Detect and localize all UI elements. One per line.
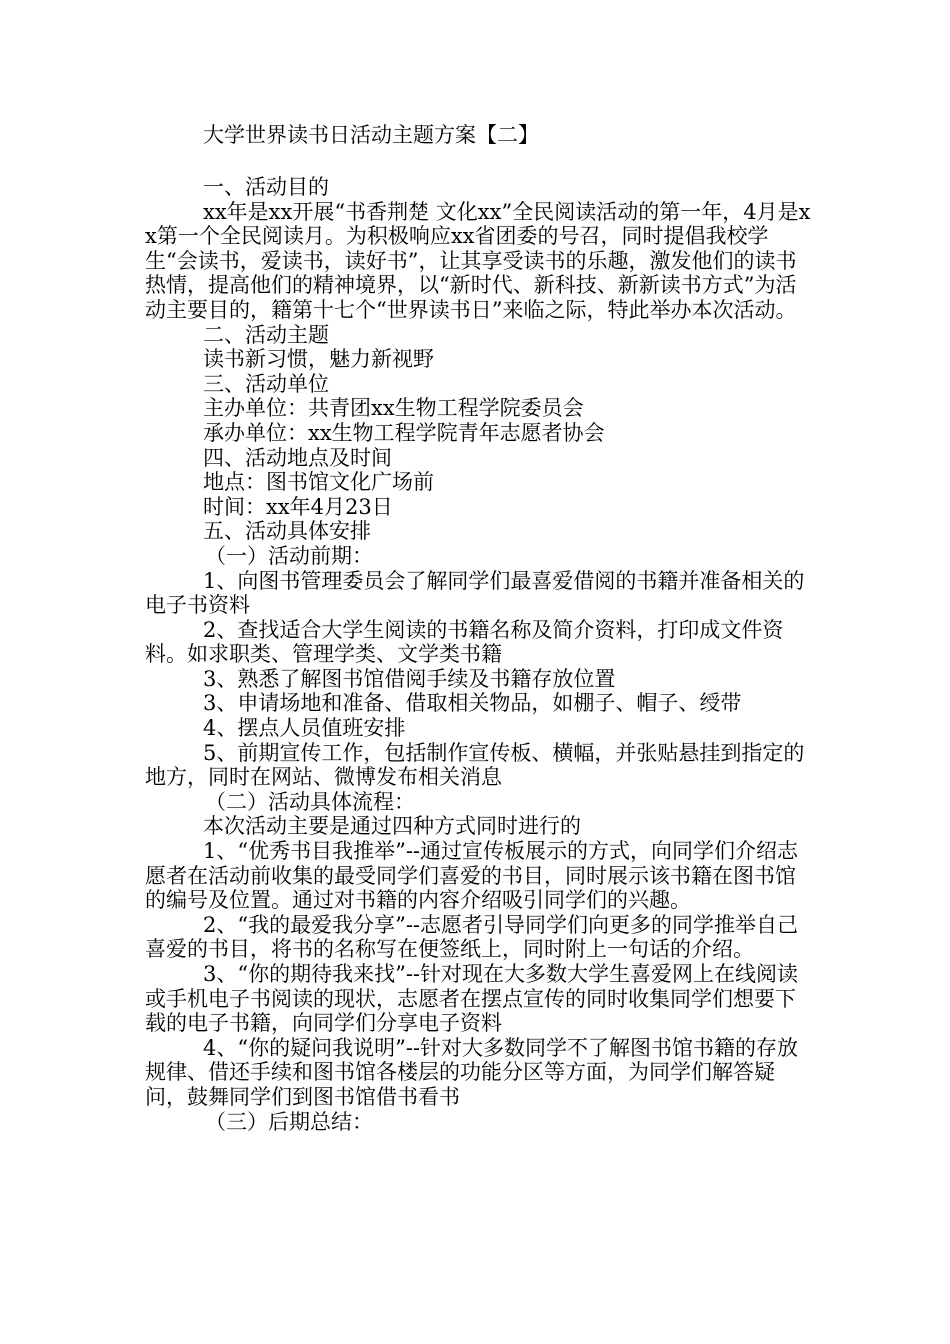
paragraph-process-intro: 本次活动主要是通过四种方式同时进行的	[203, 814, 581, 839]
list-item: 4、摆点人员值班安排	[203, 716, 406, 741]
list-item: 4、“你的疑问我说明”--针对大多数同学不了解图书馆书籍的存放规律、借还手续和图书馆各楼层的功能分区等方面，为同学们解答疑问，鼓舞同学们到图书馆借书看书	[145, 1035, 799, 1109]
list-item: 2、查找适合大学生阅读的书籍名称及简介资料，打印成文件资料。如求职类、管理学类、文学类书籍	[145, 617, 784, 667]
list-item: 1、“优秀书目我推举”--通过宣传板展示的方式，向同学们介绍志愿者在活动前收集的最受同学们喜爱的书目，同时展示该书籍在图书馆的编号及位置。通过对书籍的内容介绍吸引同学们的兴趣。	[145, 839, 799, 913]
list-item: 3、申请场地和准备、借取相关物品，如棚子、帽子、绶带	[203, 691, 742, 716]
document-body	[145, 175, 815, 1134]
subsection-heading-summary: （三）后期总结：	[205, 1109, 373, 1134]
list-item: 3、“你的期待我来找”--针对现在大多数大学生喜爱网上在线阅读或手机电子书阅读的现状，志愿者在摆点宣传的同时收集同学们想要下载的电子书籍，向同学们分享电子资料	[145, 962, 799, 1036]
document-title: 大学世界读书日活动主题方案【二】	[203, 123, 539, 147]
paragraph-place: 地点：图书馆文化广场前	[203, 470, 434, 495]
paragraph-purpose: xx年是xx开展“书香荆楚 文化xx”全民阅读活动的第一年，4月是xx第一个全民阅读月。为积极响应xx省团委的号召，同时提倡我校学生“会读书，爱读书，读好书”，让其享受读书的乐趣，激发他们的读书热情，提高他们的精神境界，以“新时代、新科技、新新读书方式”为活动主要目的，籍第十七个“世界读书日”来临之际，特此举办本次活动。	[145, 199, 811, 322]
section-heading-purpose: 一、活动目的	[203, 175, 329, 199]
section-heading-units: 三、活动单位	[203, 371, 329, 396]
paragraph-organizer: 主办单位：共青团xx生物工程学院委员会	[203, 396, 584, 421]
list-item: 5、前期宣传工作，包括制作宣传板、横幅，并张贴悬挂到指定的地方，同时在网站、微博发布相关消息	[145, 740, 805, 790]
subsection-heading-preparation: （一）活动前期：	[205, 543, 373, 568]
subsection-heading-process: （二）活动具体流程：	[205, 789, 415, 814]
list-item: 2、“我的最爱我分享”--志愿者引导同学们向更多的同学推举自己喜爱的书目，将书的名称写在便签纸上，同时附上一句话的介绍。	[145, 912, 799, 962]
section-heading-place-time: 四、活动地点及时间	[203, 445, 392, 470]
list-item: 3、熟悉了解图书馆借阅手续及书籍存放位置	[203, 666, 616, 691]
paragraph-co-organizer: 承办单位：xx生物工程学院青年志愿者协会	[203, 420, 605, 445]
section-heading-arrangement: 五、活动具体安排	[203, 519, 371, 544]
list-item: 1、向图书管理委员会了解同学们最喜爱借阅的书籍并准备相关的电子书资料	[145, 568, 805, 618]
paragraph-theme: 读书新习惯，魅力新视野	[203, 347, 434, 372]
section-heading-theme: 二、活动主题	[203, 322, 329, 347]
paragraph-time: 时间：xx年4月23日	[203, 494, 393, 519]
